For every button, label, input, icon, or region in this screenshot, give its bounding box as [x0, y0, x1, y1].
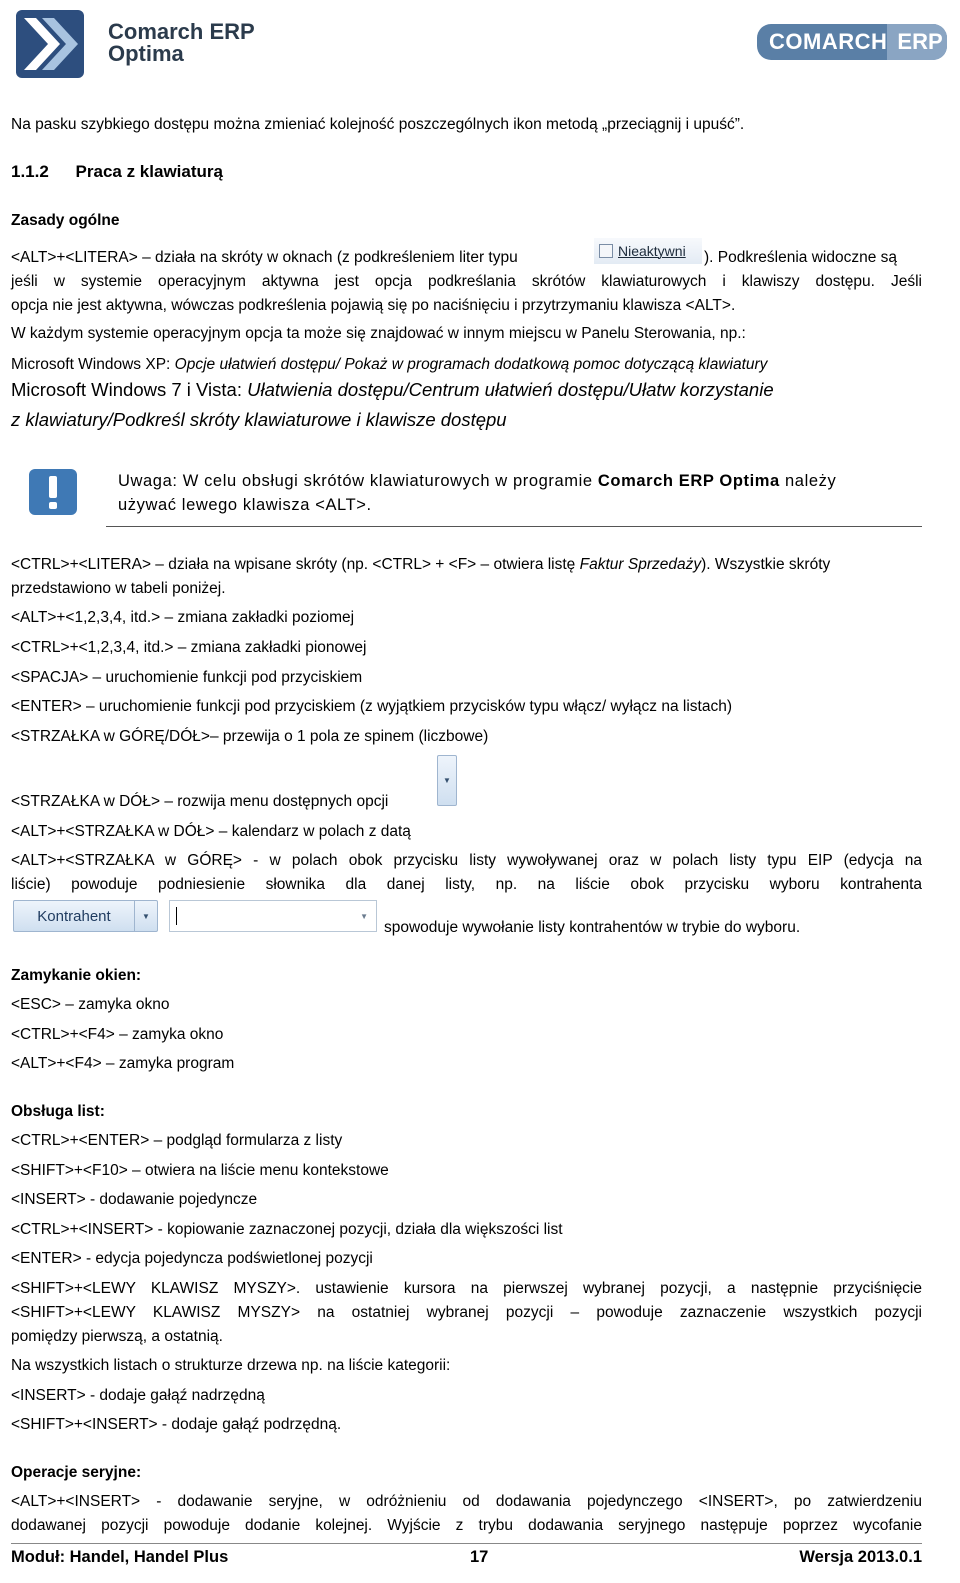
text-cursor-icon [176, 907, 177, 925]
shift-mouse-line2: <SHIFT>+<LEWY KLAWISZ MYSZY> na ostatniej wybranej pozycji – powoduje zaznaczenie wszystkich pozycji [11, 1304, 922, 1321]
header [0, 0, 960, 90]
section-heading [11, 160, 223, 184]
alt-line3: opcja nie jest aktywna, wówczas podkreślenia pojawią się po naciśnięciu i przytrzymaniu klawisza <ALT>. [11, 297, 736, 314]
inactive-label: Nieaktywni [618, 243, 686, 259]
alt-line-b: ). Podkreślenia widoczne są [704, 249, 897, 266]
alt-num: <ALT>+<1,2,3,4, itd.> – zmiana zakładki poziomej [11, 609, 355, 626]
note-line1 [118, 469, 836, 493]
kontrahent-button-sample [13, 900, 158, 932]
w7-path2: z klawiatury/Podkreśl skróty klawiaturowe i klawisze dostępu [11, 409, 507, 430]
note-prefix: Uwaga: W celu obsługi skrótów klawiaturowych w programie [118, 472, 598, 490]
chevron-down-icon: ▼ [360, 911, 368, 921]
arrows-line: <STRZAŁKA w GÓRĘ/DÓŁ>– przewija o 1 pola ze spinem (liczbowe) [11, 728, 489, 745]
ctrl-f4-line: <CTRL>+<F4> – zamyka okno [11, 1026, 224, 1043]
alt-arrow-up-line3: spowoduje wywołanie listy kontrahentów w trybie do wyboru. [384, 919, 801, 936]
ctrl-insert-line: <CTRL>+<INSERT> - kopiowanie zaznaczonej pozycji, działa dla większości list [11, 1221, 563, 1238]
w7-path1: Ułatwienia dostępu/Centrum ułatwień dostępu/Ułatw korzystanie [247, 379, 774, 400]
note-bold: Comarch ERP Optima [597, 472, 780, 490]
serial-line1: <ALT>+<INSERT> - dodawanie seryjne, w odróżnieniu od dodawania pojedynczego <INSERT>, po zatwierdzeniu [11, 1493, 922, 1510]
dropdown-button-sample [437, 755, 457, 806]
os-line: W każdym systemie operacyjnym opcja ta może się znajdować w innym miejscu w Panelu Sterowania, np.: [11, 325, 746, 342]
alt-arrow-up-line2: liście) powoduje podniesienie słownika dla danej listy, np. na liście obok przycisku wyboru kontrahenta [11, 876, 922, 893]
badge-right-text: ERP [887, 24, 947, 60]
shift-mouse-line1: <SHIFT>+<LEWY KLAWISZ MYSZY>. ustawienie kursora na pierwszej wybranej pozycji, a następnie przyciśnięcie [11, 1280, 922, 1297]
note-text [118, 469, 836, 517]
general-heading: Zasady ogólne [11, 212, 120, 229]
logo-line2: Optima [108, 41, 184, 66]
alt-arrow-down-line: <ALT>+<STRZAŁKA w DÓŁ> – kalendarz w polach z datą [11, 823, 411, 840]
alt-arrow-up-line1: <ALT>+<STRZAŁKA w GÓRĘ> - w polach obok przycisku listy wywoływanej oraz w polach listy typu EIP (edycja na [11, 852, 922, 869]
insert-line: <INSERT> - dodawanie pojedyncze [11, 1191, 258, 1208]
note-suffix: należy [779, 472, 837, 490]
ctrl-a: <CTRL>+<LITERA> – działa na wpisane skróty (np. <CTRL> + <F> – otwiera listę [11, 556, 580, 573]
ctrl-italic: Faktur Sprzedaży [579, 556, 702, 573]
serial-line2: dodawanej pozycji powoduje dodanie kolejnej. Wyjście z trybu dodawania seryjnego następuje poprzez wycofanie [11, 1517, 922, 1534]
lists-heading: Obsługa list: [11, 1103, 105, 1120]
footer-module: Moduł: Handel, Handel Plus [11, 1548, 229, 1566]
note-line2: używać lewego klawisza <ALT>. [118, 496, 372, 514]
ctrl-line2: przedstawiono w tabeli poniżej. [11, 580, 226, 597]
comarch-erp-optima-logo-icon [14, 8, 86, 80]
esc-line: <ESC> – zamyka okno [11, 996, 170, 1013]
kontrahent-combo-sample [169, 900, 377, 932]
enter-line: <ENTER> – uruchomienie funkcji pod przyciskiem (z wyjątkiem przycisków typu włącz/ wyłącz na listach) [11, 698, 732, 715]
shift-f10-line: <SHIFT>+<F10> – otwiera na liście menu kontekstowe [11, 1162, 389, 1179]
xp-line [11, 353, 767, 377]
shift-mouse-line3: pomiędzy pierwszą, a ostatnią. [11, 1328, 223, 1345]
enter-edit-line: <ENTER> - edycja pojedyncza podświetlonej pozycji [11, 1250, 373, 1267]
arrow-down-line: <STRZAŁKA w DÓŁ> – rozwija menu dostępnych opcji [11, 793, 389, 810]
footer-page-number: 17 [470, 1548, 489, 1566]
alt-f4-line: <ALT>+<F4> – zamyka program [11, 1055, 235, 1072]
tree-shift-insert-line: <SHIFT>+<INSERT> - dodaje gałąź podrzędną. [11, 1416, 342, 1433]
footer-divider [11, 1543, 922, 1544]
xp-prefix: Microsoft Windows XP: [11, 356, 175, 373]
tree-line: Na wszystkich listach o strukturze drzewa np. na liście kategorii: [11, 1357, 451, 1374]
intro-paragraph: Na pasku szybkiego dostępu można zmieniać kolejność poszczególnych ikon metodą „przeciągnij i upuść”. [11, 116, 745, 133]
kontrahent-label: Kontrahent [37, 907, 111, 925]
w7-prefix: Microsoft Windows 7 i Vista: [11, 379, 248, 400]
logo-line1: Comarch ERP [108, 19, 255, 44]
close-heading: Zamykanie okien: [11, 967, 142, 984]
inactive-checkbox-sample [594, 238, 702, 264]
ctrl-enter-line: <CTRL>+<ENTER> – podgląd formularza z listy [11, 1132, 343, 1149]
badge-left-text: COMARCH [769, 29, 888, 54]
warning-icon [28, 468, 78, 516]
chevron-down-icon: ▼ [443, 776, 451, 785]
space-line: <SPACJA> – uruchomienie funkcji pod przyciskiem [11, 669, 363, 686]
footer-version: Wersja 2013.0.1 [799, 1548, 922, 1566]
xp-path: Opcje ułatwień dostępu/ Pokaż w programach dodatkową pomoc dotyczącą klawiatury [174, 356, 768, 373]
section-number: 1.1.2 [11, 162, 49, 181]
note-divider [106, 526, 922, 527]
checkbox-icon [599, 244, 613, 258]
comarch-erp-badge [757, 24, 947, 60]
tree-insert-line: <INSERT> - dodaje gałąź nadrzędną [11, 1387, 265, 1404]
ctrl-num: <CTRL>+<1,2,3,4, itd.> – zmiana zakładki pionowej [11, 639, 367, 656]
serial-heading: Operacje seryjne: [11, 1464, 142, 1481]
alt-line-a: <ALT>+<LITERA> – działa na skróty w oknach (z podkreśleniem liter typu [11, 249, 518, 266]
w7-line1 [11, 376, 774, 404]
alt-line2: jeśli w systemie operacyjnym aktywna jest opcja podkreślania skrótów klawiaturowych i klawiszy dostępu. Jeśli [11, 273, 922, 290]
ctrl-b: ). Wszystkie skróty [701, 556, 831, 573]
section-title: Praca z klawiaturą [75, 162, 223, 181]
ctrl-line1 [11, 553, 830, 577]
chevron-down-icon: ▼ [134, 901, 157, 931]
